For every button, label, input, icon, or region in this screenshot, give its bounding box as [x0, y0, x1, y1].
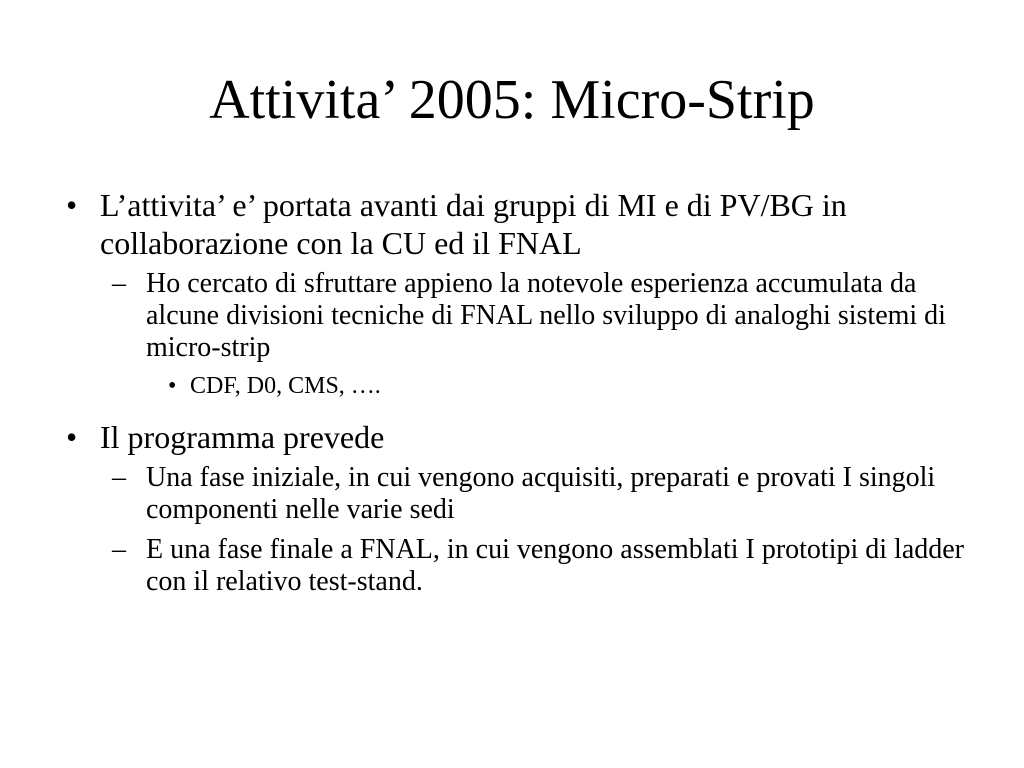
bullet-text: Il programma prevede	[100, 419, 385, 455]
bullet-item	[64, 418, 964, 456]
sub-bullet-text: E una fase finale a FNAL, in cui vengono assemblati I prototipi di ladder con il relativo test-stand.	[146, 534, 965, 597]
bullet-text: L’attivita’ e’ portata avanti dai gruppi di MI e di PV/BG in collaborazione con la CU ed il FNAL	[100, 187, 847, 261]
slide-body	[64, 186, 964, 606]
dash-icon: –	[112, 268, 126, 299]
slide-title: Attivita’ 2005: Micro-Strip	[209, 69, 815, 131]
sub-bullet-item	[112, 534, 964, 598]
bullet-item	[64, 186, 964, 262]
bullet-icon: •	[168, 373, 177, 399]
sub-bullet-item	[112, 268, 964, 364]
sub-sub-bullet-text: CDF, D0, CMS, ….	[190, 373, 381, 399]
sub-sub-bullet-item	[168, 372, 964, 400]
dash-icon: –	[112, 462, 126, 493]
sub-bullet-item	[112, 462, 964, 526]
bullet-icon: •	[66, 419, 78, 455]
dash-icon: –	[112, 534, 126, 565]
sub-bullet-text: Una fase iniziale, in cui vengono acquisiti, preparati e provati I singoli componenti nelle varie sedi	[146, 462, 936, 525]
sub-bullet-text: Ho cercato di sfruttare appieno la notevole esperienza accumulata da alcune divisioni tecniche di FNAL nello sviluppo di analoghi sistemi di micro-strip	[146, 268, 946, 363]
bullet-icon: •	[66, 187, 78, 223]
